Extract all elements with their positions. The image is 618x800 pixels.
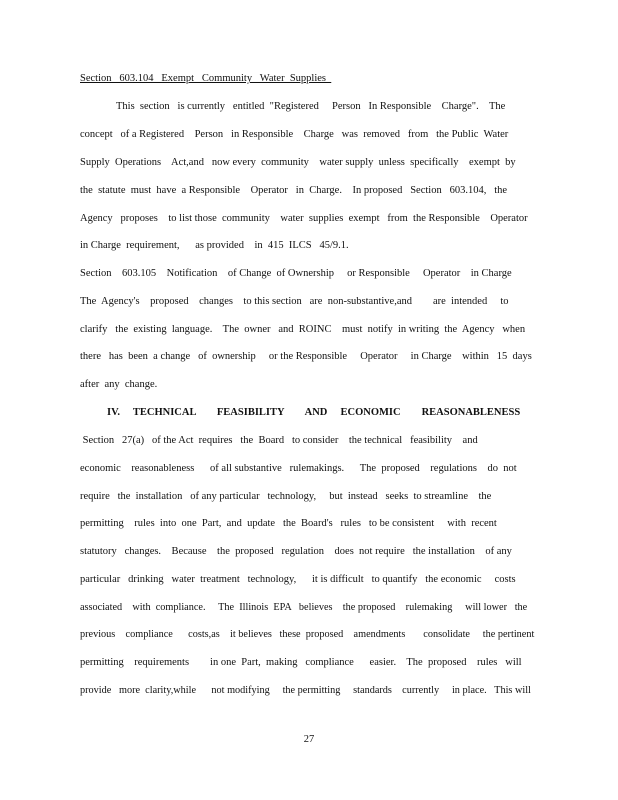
paragraph-line: This section is currently entitled "Registered Person In Responsible Charge". The <box>116 101 506 112</box>
page-number: 27 <box>303 734 315 745</box>
paragraph-line: Section 27(a) of the Act requires the Board to consider the technical feasibility and <box>80 435 478 446</box>
paragraph-line: statutory changes. Because the proposed regulation does not require the installation of any <box>80 546 512 557</box>
paragraph-line: the statute must have a Responsible Operator in Charge. In proposed Section 603.104, the <box>80 185 508 196</box>
paragraph-line: there has been a change of ownership or the Responsible Operator in Charge within 15 days <box>80 351 532 362</box>
paragraph-line: previous compliance costs,as it believes these proposed amendments consolidate the pertinent <box>80 629 535 640</box>
paragraph-line: permitting rules into one Part, and update the Board's rules to be consistent with recent <box>80 518 497 529</box>
paragraph-line: Agency proposes to list those community water supplies exempt from the Responsible Operator <box>80 213 528 224</box>
paragraph-line: after any change. <box>80 379 158 390</box>
paragraph-line: concept of a Registered Person in Responsible Charge was removed from the Public Water <box>80 129 509 140</box>
section-603-105-heading: Section 603.105 Notification of Change of Ownership or Responsible Operator in Charge <box>80 268 512 279</box>
paragraph-line: clarify the existing language. The owner and ROINC must notify in writing the Agency when <box>80 324 526 335</box>
paragraph-line: associated with compliance. The Illinois EPA believes the proposed rulemaking will lower the <box>80 602 528 613</box>
paragraph-line: provide more clarity,while not modifying the permitting standards currently in place. This will <box>80 685 531 696</box>
paragraph-line: permitting requirements in one Part, making compliance easier. The proposed rules will <box>80 657 522 668</box>
paragraph-line: in Charge requirement, as provided in 415 ILCS 45/9.1. <box>80 240 349 251</box>
paragraph-line: The Agency's proposed changes to this section are non-substantive,and are intended to <box>80 296 509 307</box>
paragraph-line: economic reasonableness of all substantive rulemakings. The proposed regulations do not <box>80 463 517 474</box>
paragraph-line: Supply Operations Act,and now every community water supply unless specifically exempt by <box>80 157 516 168</box>
section-iv-heading: IV. TECHNICAL FEASIBILITY AND ECONOMIC REASONABLENESS <box>107 407 521 418</box>
paragraph-line: require the installation of any particular technology, but instead seeks to streamline the <box>80 491 492 502</box>
paragraph-line: particular drinking water treatment technology, it is difficult to quantify the economic costs <box>80 574 516 585</box>
section-603-104-heading: Section 603.104 Exempt Community Water Supplies <box>80 73 332 84</box>
